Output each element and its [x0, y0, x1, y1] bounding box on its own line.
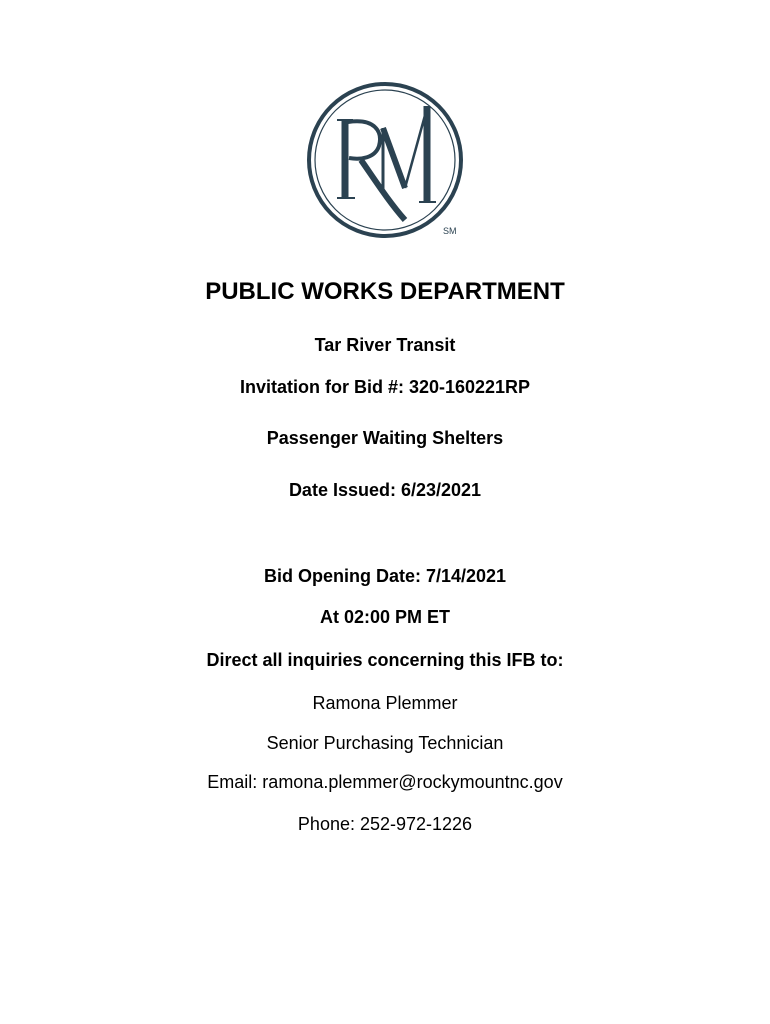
- bid-opening-date: Bid Opening Date: 7/14/2021: [263, 566, 507, 586]
- contact-title: Senior Purchasing Technician: [266, 733, 504, 753]
- contact-email: Email: ramona.plemmer@rockymountnc.gov: [207, 772, 563, 792]
- department-heading: PUBLIC WORKS DEPARTMENT: [205, 278, 565, 305]
- project-title: Passenger Waiting Shelters: [266, 428, 504, 448]
- rm-logo: [305, 80, 475, 245]
- contact-name: Ramona Plemmer: [312, 693, 458, 713]
- agency-name: Tar River Transit: [314, 335, 456, 355]
- inquiries-heading: Direct all inquiries concerning this IFB to:: [206, 650, 564, 670]
- bid-number: Invitation for Bid #: 320-160221RP: [239, 377, 531, 397]
- bid-opening-time: At 02:00 PM ET: [319, 607, 451, 627]
- date-issued: Date Issued: 6/23/2021: [288, 480, 482, 500]
- contact-phone: Phone: 252-972-1226: [297, 814, 473, 834]
- service-mark: SM: [443, 226, 457, 236]
